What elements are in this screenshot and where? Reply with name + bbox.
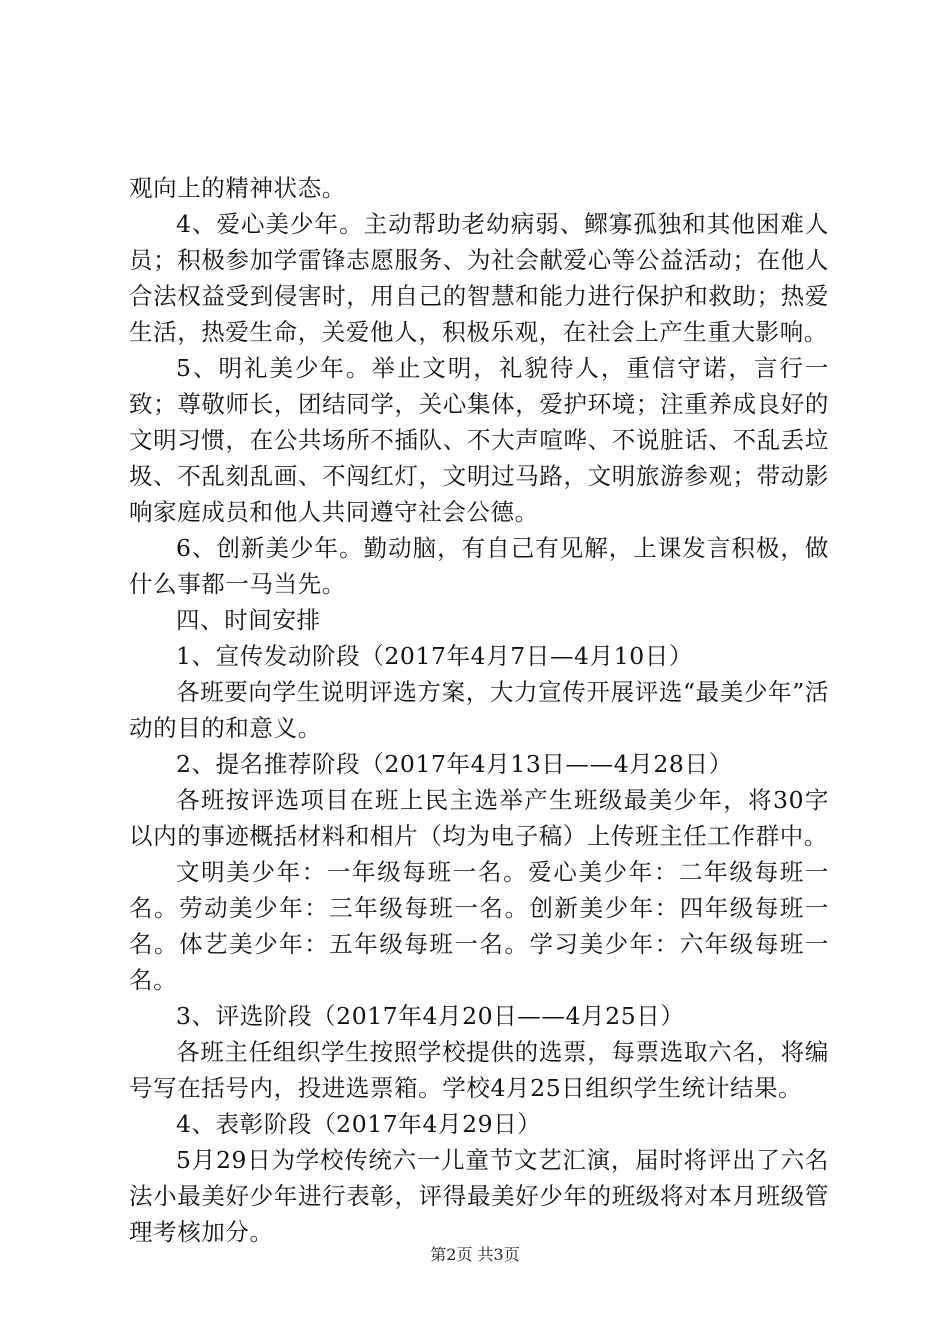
document-body [129, 170, 829, 1250]
paragraph: 观向上的精神状态。 [129, 174, 346, 202]
paragraph: 6、创新美少年。勤动脑，有自己有见解，上课发言积极，做什么事都一马当先。 [129, 534, 829, 598]
stage-heading: 3、评选阶段（2017年4月20日——4月25日） [176, 1002, 685, 1030]
paragraph: 5月29日为学校传统六一儿童节文艺汇演，届时将评出了六名法小最美好少年进行表彰，评得最美好少年的班级将对本月班级管理考核加分。 [129, 1146, 829, 1246]
page-number-label: 第2页 共3页 [430, 1245, 520, 1264]
stage-heading: 2、提名推荐阶段（2017年4月13日——4月28日） [176, 750, 733, 778]
paragraph: 文明美少年：一年级每班一名。爱心美少年：二年级每班一名。劳动美少年：三年级每班一名。创新美少年：四年级每班一名。体艺美少年：五年级每班一名。学习美少年：六年级每班一名。 [129, 858, 829, 994]
paragraph: 各班按评选项目在班上民主选举产生班级最美少年，将30字以内的事迹概括材料和相片（均为电子稿）上传班主任工作群中。 [129, 786, 829, 850]
paragraph: 各班要向学生说明评选方案，大力宣传开展评选“最美少年”活动的目的和意义。 [129, 678, 829, 742]
paragraph: 4、爱心美少年。主动帮助老幼病弱、鳏寡孤独和其他困难人员；积极参加学雷锋志愿服务、为社会献爱心等公益活动；在他人合法权益受到侵害时，用自己的智慧和能力进行保护和救助；热爱生活，热爱生命，关爱他人，积极乐观，在社会上产生重大影响。 [129, 210, 829, 346]
section-heading: 四、时间安排 [176, 606, 321, 634]
paragraph: 各班主任组织学生按照学校提供的选票，每票选取六名，将编号写在括号内，投进选票箱。学校4月25日组织学生统计结果。 [129, 1038, 829, 1102]
page-footer [0, 1244, 950, 1266]
stage-heading: 1、宣传发动阶段（2017年4月7日—4月10日） [176, 642, 694, 670]
stage-heading: 4、表彰阶段（2017年4月29日） [176, 1110, 542, 1138]
paragraph: 5、明礼美少年。举止文明，礼貌待人，重信守诺，言行一致；尊敬师长，团结同学，关心集体，爱护环境；注重养成良好的文明习惯，在公共场所不插队、不大声喧哗、不说脏话、不乱丢垃圾、不乱刻乱画、不闯红灯，文明过马路，文明旅游参观；带动影响家庭成员和他人共同遵守社会公德。 [129, 354, 829, 526]
